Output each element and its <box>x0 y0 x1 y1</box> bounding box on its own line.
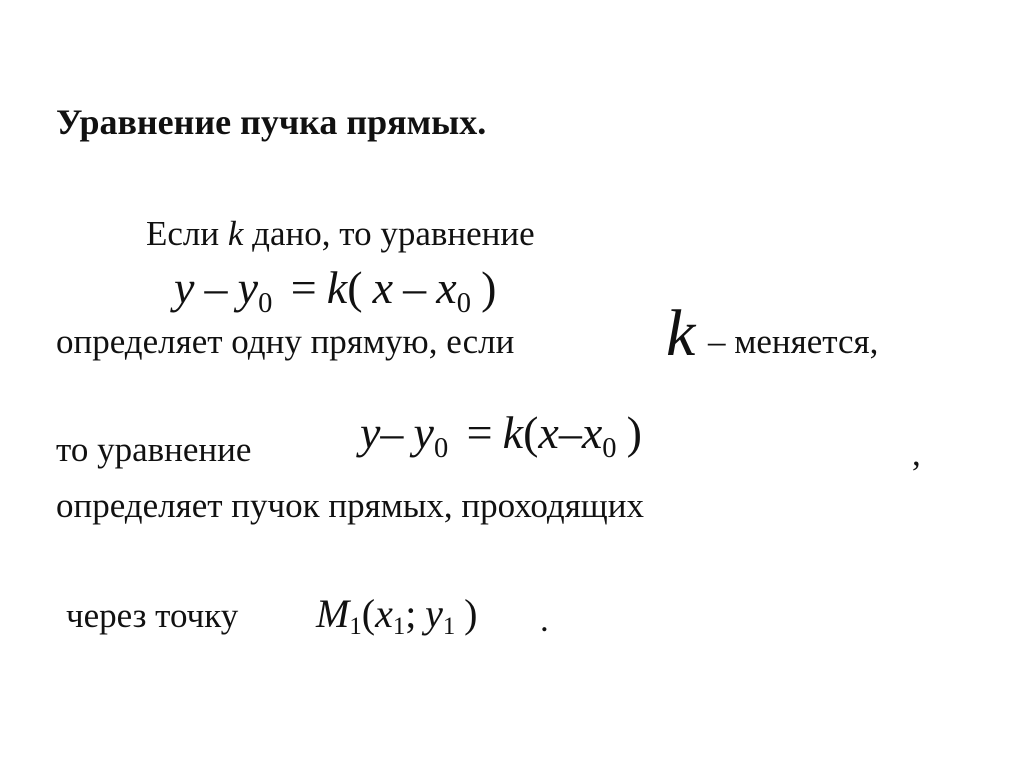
eq2-equals: = <box>466 407 493 458</box>
point-x: x <box>375 591 393 636</box>
point-y: y <box>425 591 443 636</box>
point-y-subscript: 1 <box>442 613 456 641</box>
eq1-x0-subscript: 0 <box>456 287 471 319</box>
eq1-minus: – <box>204 262 228 313</box>
eq2-x: x <box>538 407 559 458</box>
eq1-k: k <box>326 262 348 313</box>
variable-k: k <box>227 214 244 253</box>
point-semicolon: ; <box>405 591 417 636</box>
eq1-y0: y <box>237 262 259 313</box>
eq2-y: y <box>360 407 381 458</box>
line-equation-single <box>174 260 496 323</box>
eq1-x: x <box>372 262 394 313</box>
line4-text: определяет пучок прямых, проходящих <box>56 486 644 525</box>
point-x-subscript: 1 <box>392 613 406 641</box>
point-lparen: ( <box>361 591 376 636</box>
line3-comma: , <box>912 434 921 473</box>
point-m1 <box>316 590 477 644</box>
line2-text: определяет одну прямую, если <box>56 322 515 361</box>
intro-text-before: Если <box>146 214 228 253</box>
eq1-minus-2: – <box>403 262 427 313</box>
slide-title: Уравнение пучка прямых. <box>56 102 487 142</box>
eq1-x0: x <box>436 262 457 313</box>
line2-text-after: – меняется, <box>708 322 879 361</box>
eq2-y0-subscript: 0 <box>433 432 449 464</box>
line3-text: то уравнение <box>56 430 252 469</box>
big-k-symbol: k <box>666 297 696 370</box>
line-equation-pencil <box>360 405 642 468</box>
eq2-minus: – <box>380 407 404 458</box>
intro-text-after: дано, то уравнение <box>243 214 535 253</box>
eq1-rparen: ) <box>481 262 497 313</box>
eq2-k: k <box>502 407 524 458</box>
point-m: M <box>316 591 350 636</box>
eq2-x0-subscript: 0 <box>602 432 617 464</box>
line5-period: . <box>540 600 549 639</box>
eq1-lparen: ( <box>347 262 363 313</box>
eq2-lparen: ( <box>523 407 539 458</box>
eq1-y: y <box>174 262 195 313</box>
point-rparen: ) <box>464 591 478 636</box>
eq2-rparen: ) <box>626 407 642 458</box>
point-m-subscript: 1 <box>349 613 362 641</box>
eq2-x0: x <box>581 407 603 458</box>
eq2-y0: y <box>413 407 434 458</box>
eq2-minus-2: – <box>558 407 582 458</box>
eq1-equals: = <box>290 262 317 313</box>
eq1-y0-subscript: 0 <box>258 287 273 319</box>
line5-text: через точку <box>66 596 239 635</box>
intro-line <box>146 212 535 256</box>
